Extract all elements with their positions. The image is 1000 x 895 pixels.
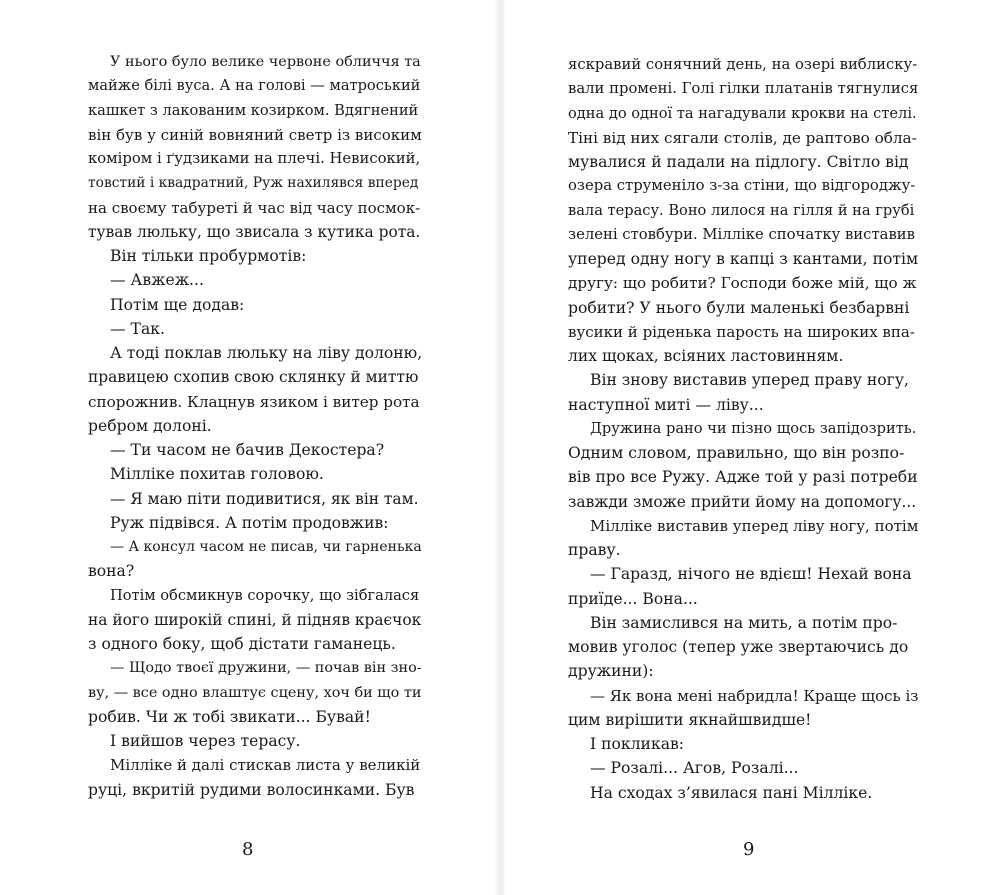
- text-line: Мілліке похитав головою.: [110, 465, 324, 484]
- text-line: вусики й ріденька парость на широких впа-: [568, 322, 915, 341]
- text-line: вали промені. Голі гілки платанів тягнулися: [568, 80, 918, 98]
- text-line: мовив уголос (тепер уже звертаючись до: [568, 638, 909, 656]
- text-line: Потім обсмикнув сорочку, що зібгалася: [110, 586, 420, 604]
- text-line: — Я маю піти подивитися, як він там.: [110, 489, 419, 508]
- text-line: А тоді поклав люльку на ліву долоню,: [110, 344, 422, 362]
- right-page: [500, 0, 1000, 895]
- text-line: на його широкій спині, й підняв краєчок: [88, 610, 422, 629]
- text-line: лих щоках, всіяних ластовинням.: [568, 347, 844, 365]
- text-line: коміром і ґудзиками на плечі. Невисокий,: [88, 150, 421, 167]
- text-line: — Як вона мені набридла! Краще щось із: [590, 686, 918, 705]
- text-line: тував люльку, що звисала з кутика рота.: [88, 222, 421, 241]
- text-line: наступної миті — ліву...: [568, 395, 764, 414]
- text-line: Мілліке й далі стискав листа у великій: [110, 756, 421, 775]
- text-line: У нього було велике червоне обличчя та: [110, 54, 421, 70]
- text-line: Дружина рано чи пізно щось запідозрить.: [590, 419, 917, 437]
- text-line: яскравий сонячний день, на озері виблиску-: [568, 56, 918, 73]
- text-line: вона?: [88, 562, 135, 581]
- text-line: спорожнив. Клацнув язиком і витер рота: [88, 392, 420, 411]
- text-line: уперед одну ногу в капці з кантами, потім: [568, 250, 918, 268]
- text-line: — Ти часом не бачив Декостера?: [110, 441, 385, 459]
- text-line: озера струменіло з-за стіни, що відгороджу-: [568, 177, 916, 195]
- text-line: — А консул часом не писав, чи гарненька: [110, 539, 422, 555]
- text-line: праву.: [568, 541, 621, 559]
- text-line: — Розалі... Агов, Розалі...: [590, 759, 799, 778]
- text-line: Руж підвівся. А потім продовжив:: [110, 513, 389, 532]
- text-line: Мілліке виставив уперед ліву ногу, потім: [590, 516, 918, 535]
- left-page-text: [88, 50, 422, 802]
- text-line: І покликав:: [590, 735, 685, 753]
- text-line: дружини):: [568, 662, 654, 681]
- text-line: він був у синій вовняний светр із високим: [88, 125, 422, 144]
- text-line: Він знову виставив уперед праву ногу,: [590, 371, 909, 390]
- text-line: руці, вкритій рудими волосинками. Був: [88, 780, 415, 799]
- left-page-number: 8: [242, 839, 254, 860]
- text-line: завжди зможе прийти йому на допомогу...: [568, 492, 917, 511]
- text-line: Тіні від них сягали столів, де раптово обла-: [568, 128, 917, 147]
- text-line: — Авжеж...: [110, 271, 204, 290]
- text-line: товстий і квадратний, Руж нахилявся вперед: [88, 175, 419, 192]
- text-line: Він тільки пробурмотів:: [110, 247, 307, 265]
- text-line: — Так.: [110, 319, 165, 338]
- text-line: вів про все Ружу. Адже той у разі потреби: [568, 468, 918, 487]
- text-line: кашкет з лакованим козирком. Вдягнений: [88, 101, 419, 119]
- right-page-text: [568, 53, 918, 805]
- right-page-number: 9: [743, 839, 755, 860]
- text-line: робив. Чи ж тобі звикати... Бувай!: [88, 707, 371, 726]
- text-line: Одним словом, правильно, що він розпо-: [568, 444, 905, 462]
- text-line: — Щодо твоєї дружини, — почав він зно-: [110, 660, 422, 677]
- text-line: на своєму табуреті й час від часу посмок-: [88, 198, 421, 217]
- text-line: правицею схопив свою склянку й миттю: [88, 368, 419, 387]
- text-line: Він замислився на мить, а потім про-: [590, 613, 898, 632]
- text-line: мувалися й падали на підлогу. Світло від: [568, 153, 909, 171]
- text-line: майже білі вуса. А на голові — матроський: [88, 77, 421, 95]
- text-line: зелені стовбури. Мілліке спочатку виставив: [568, 225, 915, 243]
- text-line: другу: що робити? Господи боже мій, що ж: [568, 274, 917, 293]
- text-line: Потім ще додав:: [110, 295, 245, 314]
- text-line: одна до одної та нагадували крокви на стелі.: [568, 104, 917, 122]
- text-line: ву, — все одно влаштує сцену, хоч би що ти: [88, 684, 422, 701]
- text-line: ребром долоні.: [88, 416, 212, 435]
- text-line: вала терасу. Воно лилося на гілля й на грубі: [568, 201, 915, 219]
- text-line: І вийшов через терасу.: [110, 732, 301, 750]
- text-line: робити? У нього були маленькі безбарвні: [568, 298, 910, 317]
- text-line: з одного боку, щоб дістати гаманець.: [88, 635, 396, 653]
- text-line: цим вирішити якнайшвидше!: [568, 710, 812, 729]
- text-line: На сходах з’явилася пані Мілліке.: [590, 783, 873, 802]
- text-line: приїде... Вона...: [568, 589, 698, 608]
- text-line: — Гаразд, нічого не вдієш! Нехай вона: [590, 565, 912, 584]
